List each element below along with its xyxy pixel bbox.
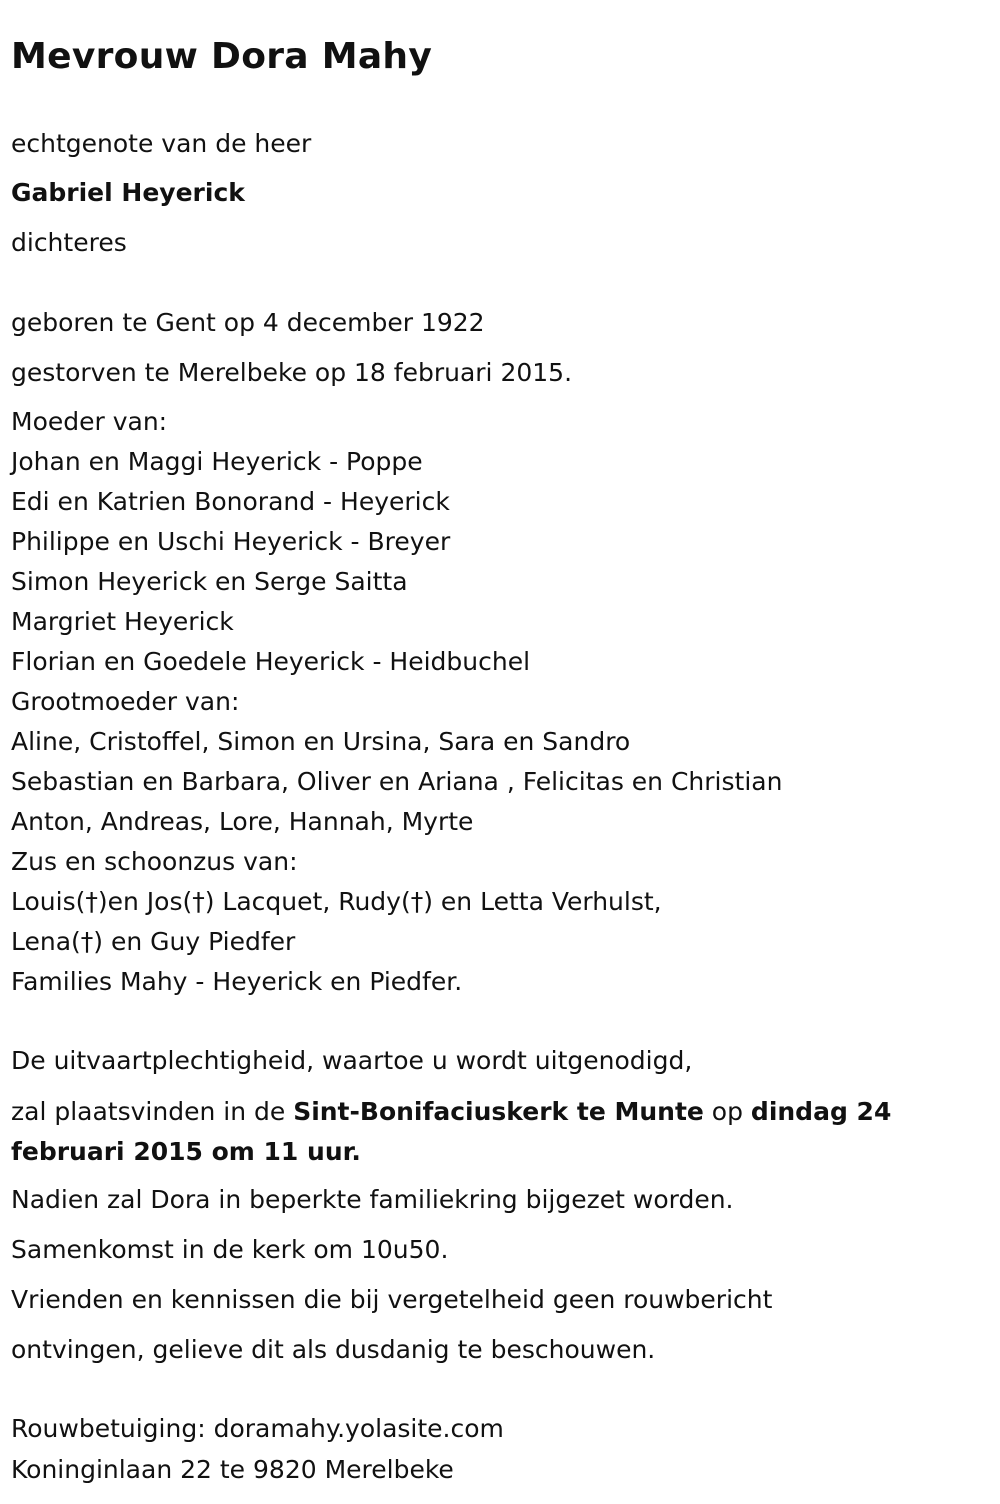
relatives-list (11, 402, 782, 1002)
list-item: Simon Heyerick en Serge Saitta (11, 567, 408, 596)
list-item: Sebastian en Barbara, Oliver en Ariana , Felicitas en Christian (11, 767, 783, 796)
list-item: Johan en Maggi Heyerick - Poppe (11, 447, 423, 476)
condolence-line: Rouwbetuiging: doramahy.yolasite.com (11, 1414, 504, 1443)
list-item: Grootmoeder van: (11, 687, 240, 716)
list-item: Families Mahy - Heyerick en Piedfer. (11, 967, 463, 996)
funeral-details (11, 1092, 971, 1172)
list-item: Zus en schoonzus van: (11, 847, 298, 876)
spouse-intro: echtgenote van de heer (11, 129, 312, 158)
notice-line-2: ontvingen, gelieve dit als dusdanig te beschouwen. (11, 1335, 656, 1364)
funeral-text-part1: zal plaatsvinden in de (11, 1097, 294, 1126)
list-item: Florian en Goedele Heyerick - Heidbuchel (11, 647, 531, 676)
list-item: Lena(†) en Guy Piedfer (11, 927, 296, 956)
list-item: Margriet Heyerick (11, 607, 234, 636)
funeral-text-part2: op (703, 1097, 751, 1126)
list-item: Edi en Katrien Bonorand - Heyerick (11, 487, 450, 516)
spouse-name: Gabriel Heyerick (11, 178, 245, 207)
funeral-datetime: dindag 24 februari 2015 om 11 uur. (11, 1097, 892, 1166)
burial-line: Nadien zal Dora in beperkte familiekring bijgezet worden. (11, 1185, 734, 1214)
list-item: Anton, Andreas, Lore, Hannah, Myrte (11, 807, 474, 836)
list-item: Moeder van: (11, 407, 168, 436)
address-line: Koninginlaan 22 te 9820 Merelbeke (11, 1455, 454, 1484)
death-line: gestorven te Merelbeke op 18 februari 2015. (11, 358, 573, 387)
gathering-line: Samenkomst in de kerk om 10u50. (11, 1235, 449, 1264)
birth-line: geboren te Gent op 4 december 1922 (11, 308, 485, 337)
list-item: Aline, Cristoffel, Simon en Ursina, Sara en Sandro (11, 727, 631, 756)
funeral-church: Sint-Bonifaciuskerk te Munte (293, 1097, 704, 1126)
profession: dichteres (11, 228, 127, 257)
list-item: Philippe en Uschi Heyerick - Breyer (11, 527, 451, 556)
notice-line-1: Vrienden en kennissen die bij vergetelheid geen rouwbericht (11, 1285, 773, 1314)
list-item: Louis(†)en Jos(†) Lacquet, Rudy(†) en Letta Verhulst, (11, 887, 662, 916)
page-title: Mevrouw Dora Mahy (11, 36, 433, 77)
funeral-invite: De uitvaartplechtigheid, waartoe u wordt uitgenodigd, (11, 1046, 693, 1075)
